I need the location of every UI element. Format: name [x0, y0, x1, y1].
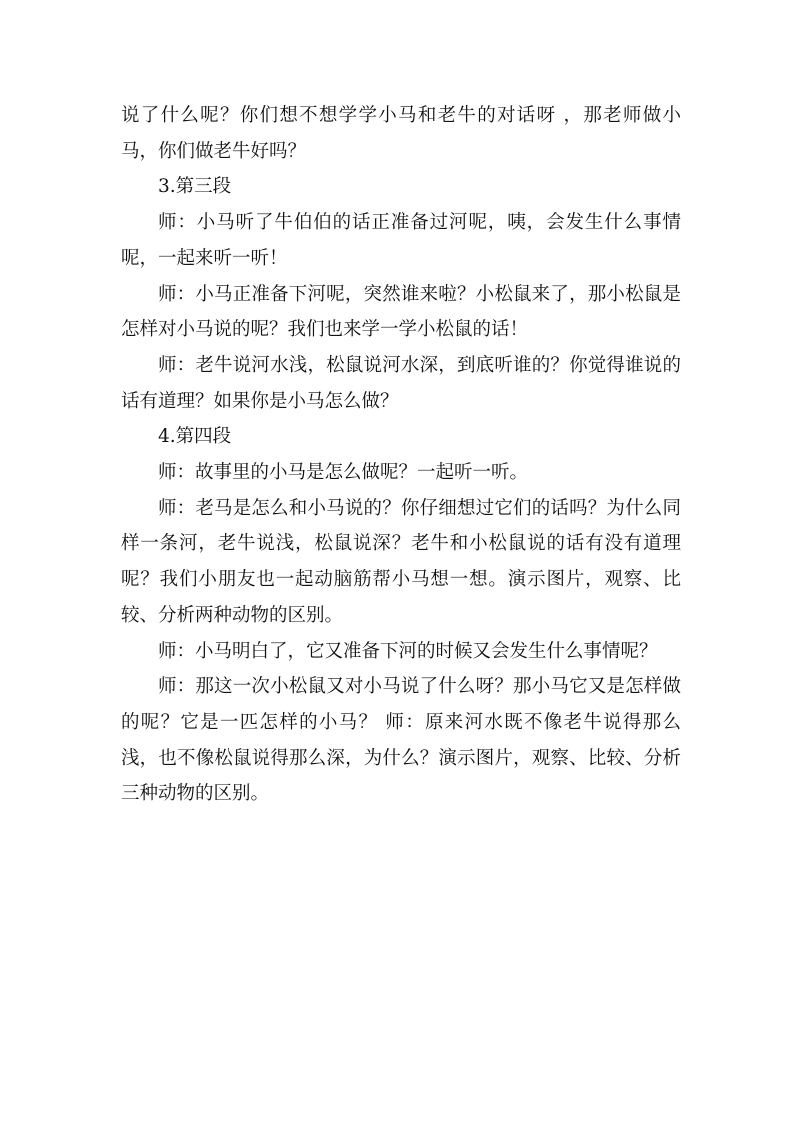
paragraph-teacher-line: 师：那这一次小松鼠又对小马说了什么呀？那小马它又是怎样做的呢？它是一匹怎样的小马？ 师：原来河水既不像老牛说得那么浅，也不像松鼠说得那么深，为什么？演示图片，观察、比较、分析三种动物的区别。	[121, 676, 681, 805]
paragraph-teacher-line: 师：小马正准备下河呢，突然谁来啦？小松鼠来了，那小松鼠是怎样对小马说的呢？我们也来学一学小松鼠的话！	[121, 283, 681, 341]
paragraph-dialogue-intro: 说了什么呢？你们想不想学学小马和老牛的对话呀 ，那老师做小马，你们做老牛好吗？	[121, 105, 681, 162]
document-body	[121, 98, 681, 812]
paragraph-teacher-line: 师：老马是怎么和小马说的？你仔细想过它们的话吗？为什么同样一条河，老牛说浅，松鼠说深？老牛和小松鼠说的话有没有道理呢？我们小朋友也一起动脑筋帮小马想一想。演示图片，观察、比较、分析两种动物的区别。	[121, 497, 681, 626]
section-heading-part-three: 3.第三段	[158, 176, 232, 198]
paragraph-teacher-line: 师：故事里的小马是怎么做呢？一起听一听。	[158, 462, 529, 484]
section-heading-part-four: 4.第四段	[158, 426, 232, 448]
paragraph-teacher-line: 师：小马明白了，它又准备下河的时候又会发生什么事情呢？	[158, 640, 658, 662]
paragraph-teacher-line: 师：老牛说河水浅，松鼠说河水深，到底听谁的？你觉得谁说的话有道理？如果你是小马怎么做？	[121, 354, 681, 412]
paragraph-teacher-line: 师：小马听了牛伯伯的话正准备过河呢，咦，会发生什么事情呢，一起来听一听！	[121, 212, 681, 269]
